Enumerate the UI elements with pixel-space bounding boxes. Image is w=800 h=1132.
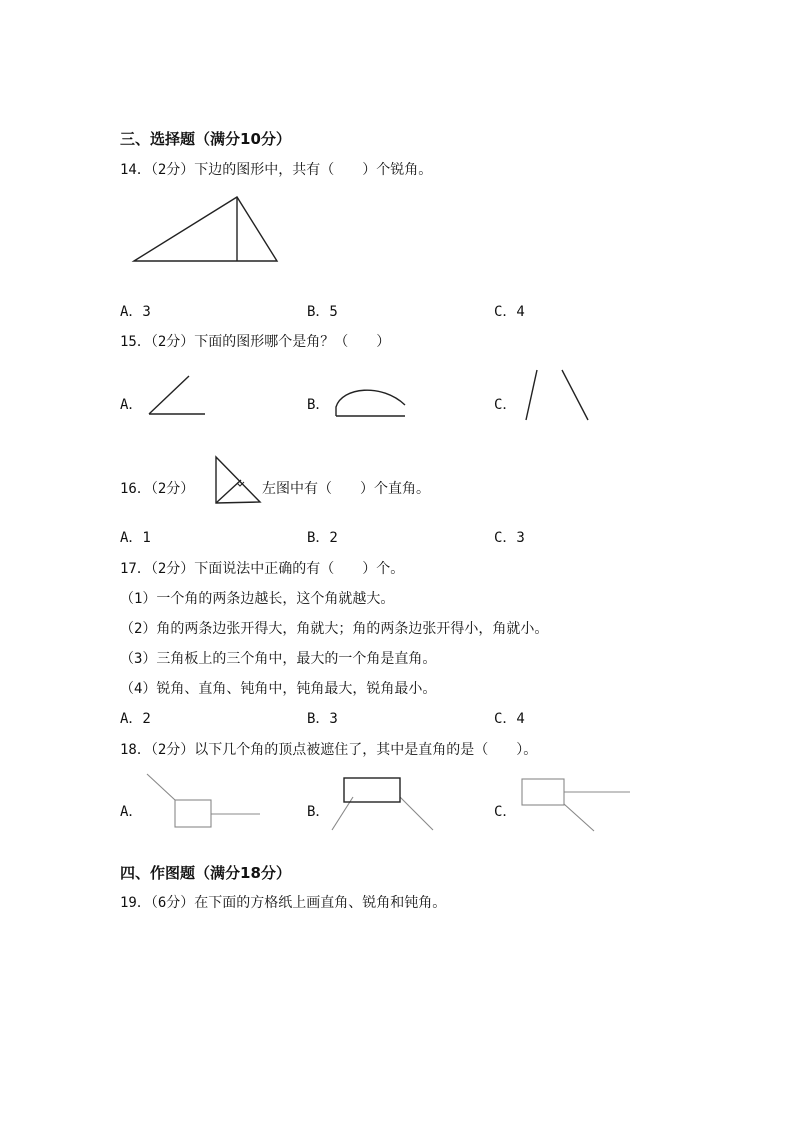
- q15-figure-c-lines: [520, 366, 595, 424]
- q17-statement-1: （1）一个角的两条边越长，这个角就越大。: [120, 591, 395, 607]
- q17-option-a[interactable]: A．2: [120, 711, 151, 727]
- section-4-heading: 四、作图题（满分18分）: [120, 864, 291, 882]
- q18-figure-a: [145, 770, 265, 830]
- q15-figure-a-angle: [145, 372, 210, 417]
- question-14-stem: 14．（2分）下边的图形中，共有（ ）个锐角。: [120, 162, 433, 178]
- q15-label-a[interactable]: A．: [120, 397, 143, 413]
- q18-label-a[interactable]: A．: [120, 804, 143, 820]
- q17-option-c[interactable]: C．4: [494, 711, 525, 727]
- q14-option-a[interactable]: A．3: [120, 304, 151, 320]
- question-16-prefix: 16．（2分）: [120, 481, 195, 497]
- q15-label-b[interactable]: B．: [307, 397, 330, 413]
- q15-figure-b-curve: [332, 385, 412, 420]
- section-3-heading: 三、选择题（满分10分）: [120, 130, 291, 148]
- q17-option-b[interactable]: B．3: [307, 711, 338, 727]
- q17-statement-4: （4）锐角、直角、钝角中，钝角最大，锐角最小。: [120, 681, 437, 697]
- q18-figure-c: [518, 774, 633, 834]
- question-17-stem: 17．（2分）下面说法中正确的有（ ）个。: [120, 561, 405, 577]
- q17-statement-2: （2）角的两条边张开得大，角就大；角的两条边张开得小，角就小。: [120, 621, 549, 637]
- q14-triangle: [134, 197, 277, 261]
- q18-figure-b: [328, 775, 438, 835]
- q14-option-c[interactable]: C．4: [494, 304, 525, 320]
- q16-option-c[interactable]: C．3: [494, 530, 525, 546]
- q15-label-c[interactable]: C．: [494, 397, 517, 413]
- q14-triangle-figure: [130, 193, 285, 268]
- question-19-stem: 19．（6分）在下面的方格纸上画直角、锐角和钝角。: [120, 895, 447, 911]
- question-18-stem: 18．（2分）以下几个角的顶点被遮住了，其中是直角的是（ ）。: [120, 742, 538, 758]
- q16-option-b[interactable]: B．2: [307, 530, 338, 546]
- q16-triangle-figure: [210, 455, 265, 507]
- question-15-stem: 15．（2分）下面的图形哪个是角？（ ）: [120, 334, 391, 350]
- q17-statement-3: （3）三角板上的三个角中，最大的一个角是直角。: [120, 651, 437, 667]
- q18-label-c[interactable]: C．: [494, 804, 517, 820]
- q16-option-a[interactable]: A．1: [120, 530, 151, 546]
- question-16-suffix: 左图中有（ ）个直角。: [262, 481, 430, 497]
- q18-label-b[interactable]: B．: [307, 804, 330, 820]
- q14-option-b[interactable]: B．5: [307, 304, 338, 320]
